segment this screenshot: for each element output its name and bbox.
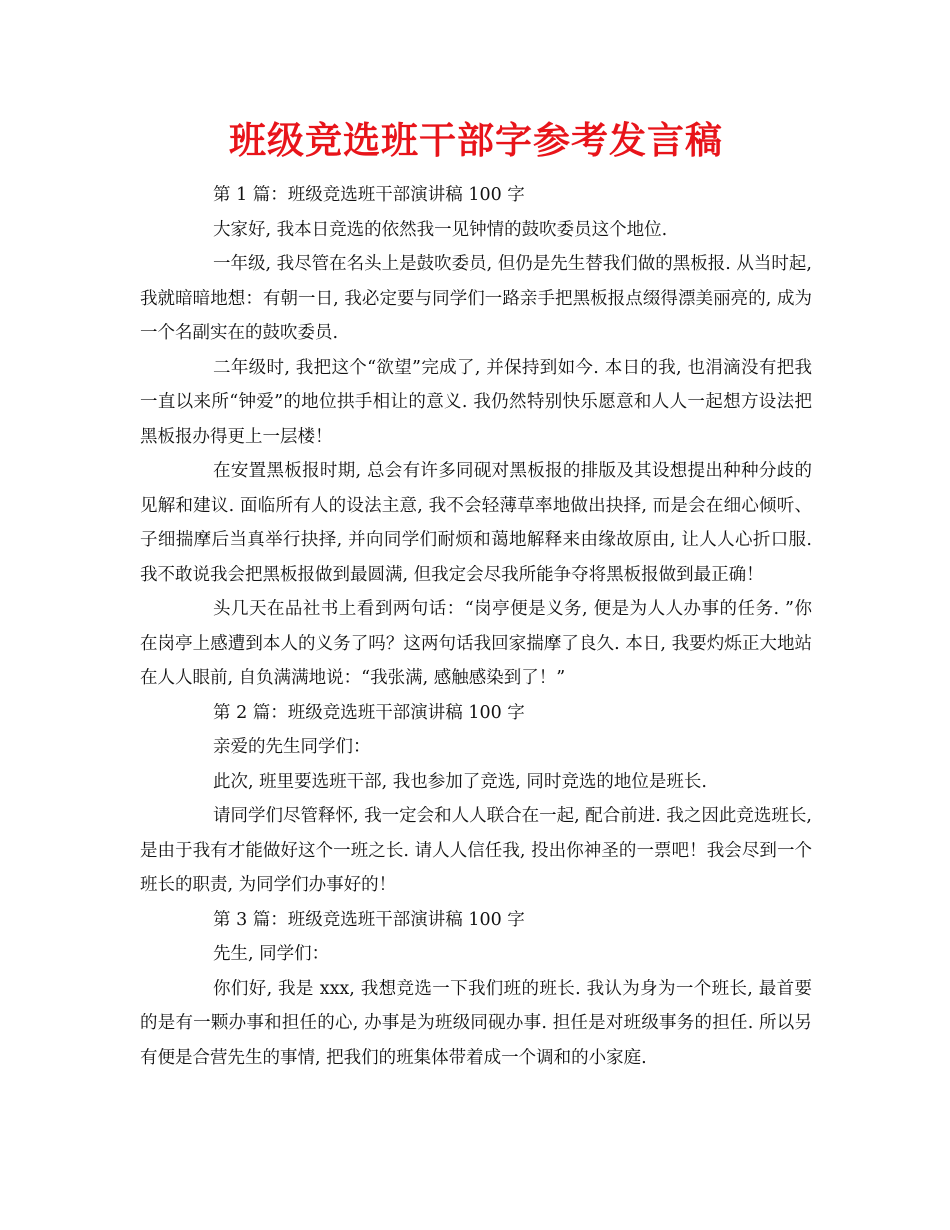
- salutation: 先生, 同学们：: [213, 944, 330, 964]
- section-heading-1: 第 1 篇：班级竞选班干部演讲稿 100 字: [213, 185, 525, 205]
- paragraph: 大家好, 我本日竞选的依然我一见钟情的鼓吹委员这个地位.: [213, 219, 668, 240]
- section-heading-2: 第 2 篇：班级竞选班干部演讲稿 100 字: [213, 702, 525, 723]
- paragraph: 一年级, 我尽管在名头上是鼓吹委员, 但仍是先生替我们做的黑板报. 从当时起, 我就暗暗地想：有朝一日, 我必定要与同学们一路亲手把黑板报点缀得漂美丽亮的, 成为一个名副实在的鼓吹委员.: [140, 254, 812, 343]
- paragraph: 请同学们尽管释怀, 我一定会和人人联合在一起, 配合前进. 我之因此竞选班长, 是由于我有才能做好这个一班之长. 请人人信任我, 投出你神圣的一票吧！我会尽到一个班长的职责, 为同学们办事好的！: [140, 806, 812, 895]
- paragraph: 此次, 班里要选班干部, 我也参加了竞选, 同时竞选的地位是班长.: [213, 771, 707, 792]
- document-page: [140, 118, 812, 1075]
- document-body: [140, 178, 812, 1075]
- paragraph: 你们好, 我是 xxx, 我想竞选一下我们班的班长. 我认为身为一个班长, 最首要的是有一颗办事和担任的心, 办事是为班级同砚办事. 担任是对班级事务的担任. 所以另有便是合营先生的事情, 把我们的班集体带着成一个调和的小家庭.: [140, 978, 812, 1068]
- paragraph: 二年级时, 我把这个“欲望”完成了, 并保持到如今. 本日的我, 也涓滴没有把我一直以来所“钟爱”的地位拱手相让的意义. 我仍然特别快乐愿意和人人一起想方设法把黑板报办得更上一层楼！: [140, 357, 812, 447]
- section-heading-3: 第 3 篇：班级竞选班干部演讲稿 100 字: [213, 909, 525, 930]
- paragraph: 在安置黑板报时期, 总会有许多同砚对黑板报的排版及其设想提出种种分歧的见解和建议. 面临所有人的设法主意, 我不会轻薄草率地做出抉择, 而是会在细心倾听、子细揣摩后当真举行抉择, 并向同学们耐烦和蔼地解释来由缘故原由, 让人人心折口服. 我不敢说我会把黑板报做到最圆满, 但我定会尽我所能争夺将黑板报做到最正确！: [140, 461, 812, 585]
- paragraph: 头几天在品社书上看到两句话：“岗亭便是义务, 便是为人人办事的任务. ”你在岗亭上感遭到本人的义务了吗？这两句话我回家揣摩了良久. 本日, 我要灼烁正大地站在人人眼前, 自负满满地说：“我张满, 感触感染到了！”: [140, 599, 812, 688]
- salutation: 亲爱的先生同学们：: [213, 737, 371, 757]
- document-title: 班级竞选班干部字参考发言稿: [229, 119, 723, 162]
